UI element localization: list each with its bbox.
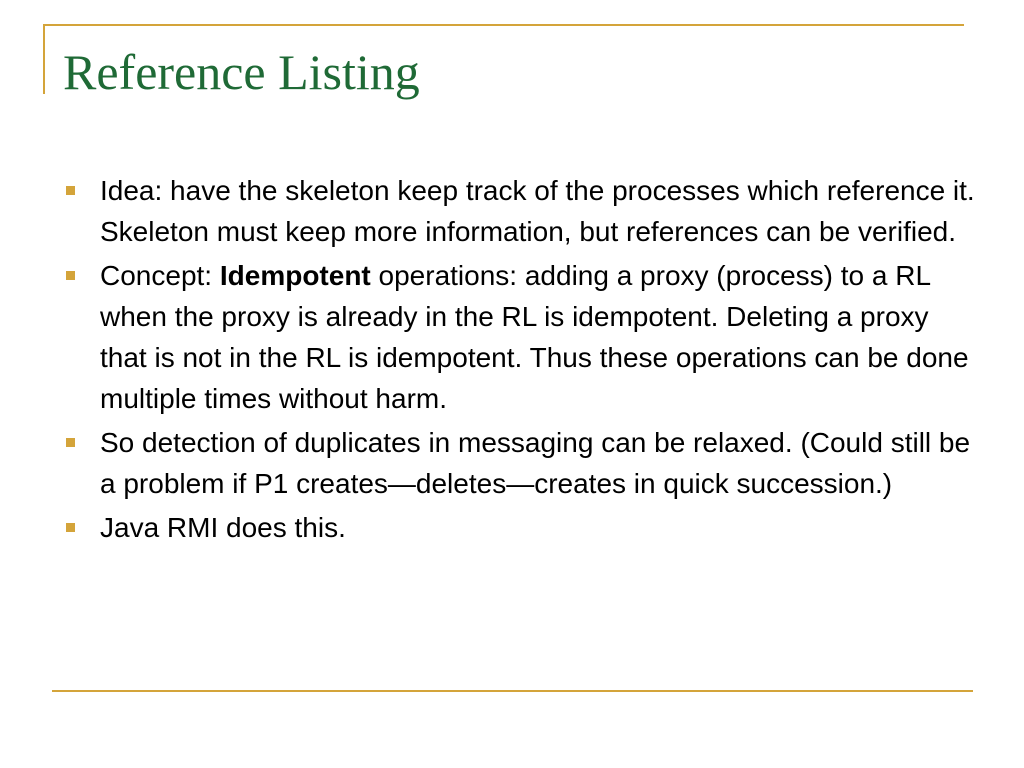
- bullet-item-concept: [60, 255, 975, 419]
- slide-title: Reference Listing: [63, 44, 420, 100]
- square-bullet-icon: [66, 523, 75, 532]
- bottom-accent-line: [52, 690, 973, 692]
- bullet-text: Idea: have the skeleton keep track of the processes which reference it. Skeleton must keep more information, but references can be verified.: [100, 175, 975, 247]
- top-accent-line: [43, 24, 964, 26]
- bullet-list: [60, 170, 975, 551]
- bullet-text: Java RMI does this.: [100, 512, 346, 543]
- bullet-text-prefix: Concept:: [100, 260, 220, 291]
- square-bullet-icon: [66, 186, 75, 195]
- bullet-item-idea: [60, 170, 975, 252]
- bullet-text: So detection of duplicates in messaging can be relaxed. (Could still be a problem if P1 creates—deletes—creates in quick succession.): [100, 427, 971, 499]
- square-bullet-icon: [66, 438, 75, 447]
- square-bullet-icon: [66, 271, 75, 280]
- bullet-text-bold-term: Idempotent: [219, 260, 371, 291]
- bullet-item-java-rmi: [60, 507, 975, 548]
- left-accent-line: [43, 24, 45, 94]
- bullet-item-duplicates: [60, 422, 975, 504]
- bullet-text-suffix: operations: adding a proxy (process) to a RL when the proxy is already in the RL is idempotent. Deleting a proxy that is not in the RL is idempotent. Thus these operations can be done multiple times without harm.: [100, 260, 969, 414]
